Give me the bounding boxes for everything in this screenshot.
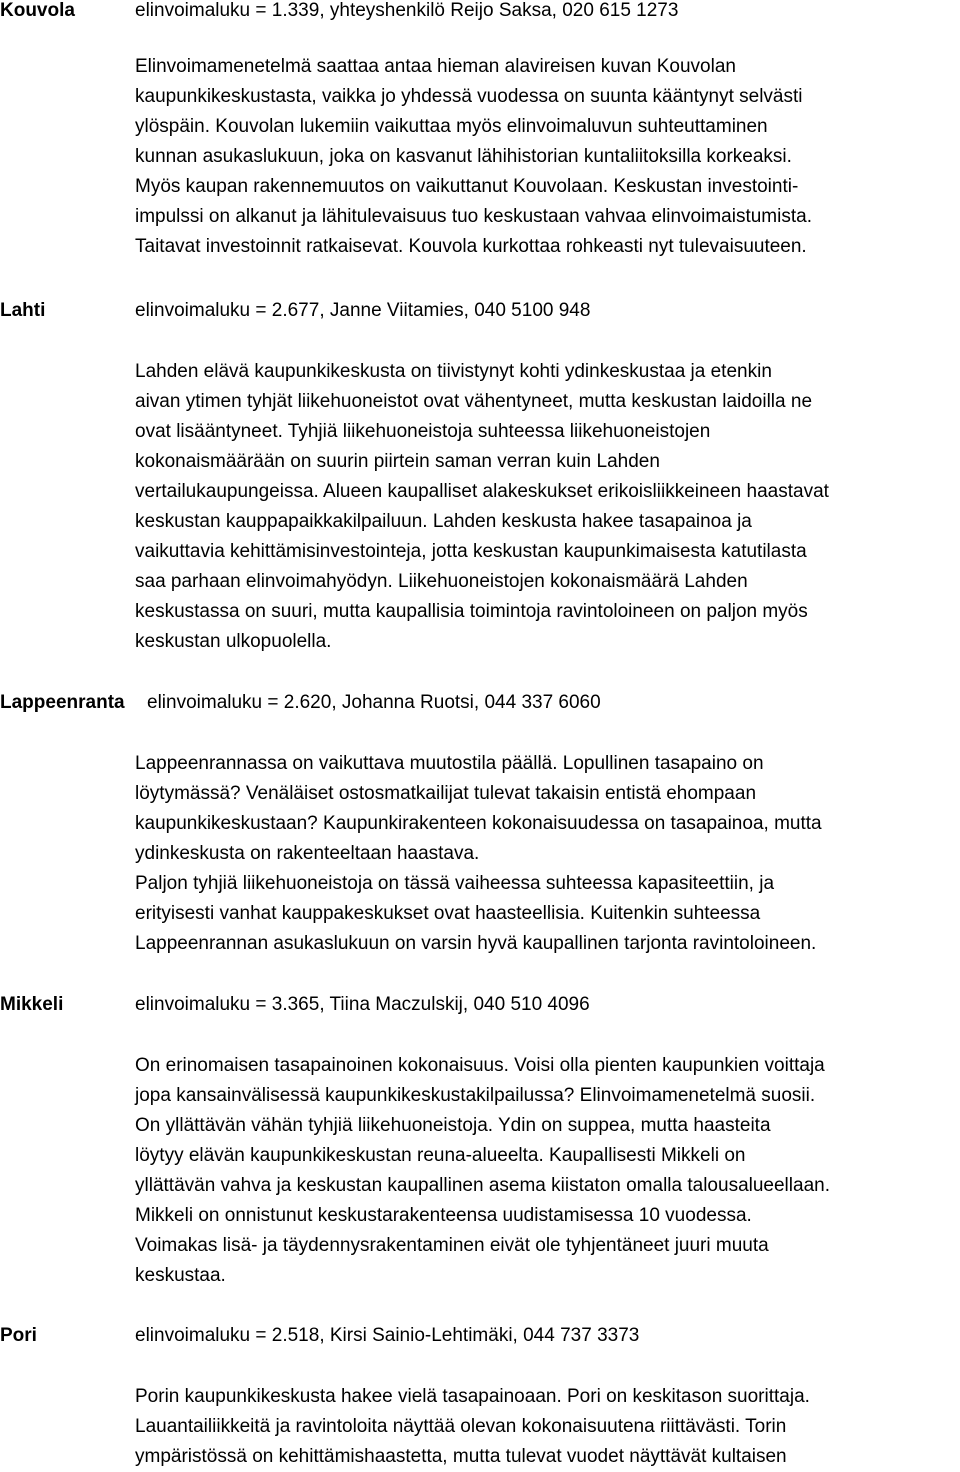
body-line: Mikkeli on onnistunut keskustarakenteensa uudistamisessa 10 vuodessa. [135,1205,752,1226]
body-line: Porin kaupunkikeskusta hakee vielä tasapainoaan. Pori on keskitason suorittaja. [135,1386,810,1407]
body-line: ympäristössä on kehittämishaastetta, mutta tulevat vuodet näyttävät kultaisen [135,1446,787,1467]
body-line: Lappeenrannan asukaslukuun on varsin hyvä kaupallinen tarjonta ravintoloineen. [135,933,817,954]
body-line: keskustan kauppapaikkakilpailuun. Lahden keskusta hakee tasapainoa ja [135,511,752,532]
body-line: impulssi on alkanut ja lähitulevaisuus tuo keskustaan vahvaa elinvoimaistumista. [135,206,812,227]
body-line: Voimakas lisä- ja täydennysrakentaminen eivät ole tyhjentäneet juuri muuta [135,1235,769,1256]
body-line: keskustaa. [135,1265,226,1286]
entry-body [135,1382,960,1472]
entry-kouvola [0,0,960,257]
city-meta: elinvoimaluku = 2.620, Johanna Ruotsi, 044 337 6060 [147,692,601,713]
body-line: aivan ytimen tyhjät liikehuoneistot ovat vähentyneet, mutta keskustan laidoilla ne [135,391,813,412]
body-line: kokonaismäärään on suurin piirtein saman verran kuin Lahden [135,451,660,472]
entry-header [0,296,960,326]
body-line: vaikuttavia kehittämisinvestointeja, jotta keskustan kaupunkimaisesta katutilasta [135,541,807,562]
body-line: On yllättävän vähän tyhjiä liikehuoneistoja. Ydin on suppea, mutta haasteita [135,1115,771,1136]
entry-header [0,990,960,1020]
body-line: Myös kaupan rakennemuutos on vaikuttanut Kouvolaan. Keskustan investointi- [135,176,799,197]
body-line: Lahden elävä kaupunkikeskusta on tiivistynyt kohti ydinkeskustaa ja etenkin [135,361,772,382]
body-line: keskustassa on suuri, mutta kaupallisia toimintoja ravintoloineen on paljon myös [135,601,808,622]
body-line: kaupunkikeskustaan? Kaupunkirakenteen kokonaisuudessa on tasapainoa, mutta [135,813,822,834]
body-line: On erinomaisen tasapainoinen kokonaisuus. Voisi olla pienten kaupunkien voittaja [135,1055,825,1076]
body-line: Lauantailiikkeitä ja ravintoloita näyttää olevan kokonaisuutena riittävästi. Torin [135,1416,787,1437]
body-line: ylöspäin. Kouvolan lukemiin vaikuttaa myös elinvoimaluvun suhteuttaminen [135,116,768,137]
entry-header [0,688,960,718]
city-name: Lappeenranta [0,692,125,713]
entry-pori [0,1321,960,1467]
entry-body [135,52,960,262]
body-line: kaupunkikeskustasta, vaikka jo yhdessä vuodessa on suunta kääntynyt selvästi [135,86,803,107]
body-line: Elinvoimamenetelmä saattaa antaa hieman alavireisen kuvan Kouvolan [135,56,736,77]
body-line: keskustan ulkopuolella. [135,631,332,652]
city-name: Lahti [0,300,46,321]
entry-body [135,1051,960,1291]
entry-header [0,0,960,26]
city-name: Pori [0,1325,37,1346]
body-line: löytymässä? Venäläiset ostosmatkailijat tulevat takaisin entistä ehompaan [135,783,757,804]
entry-body [135,749,960,959]
body-line: Lappeenrannassa on vaikuttava muutostila päällä. Lopullinen tasapaino on [135,753,764,774]
entry-lappeenranta [0,688,960,954]
entry-body [135,357,960,657]
body-line: kunnan asukaslukuun, joka on kasvanut lähihistorian kuntaliitoksilla korkeaksi. [135,146,792,167]
body-line: jopa kansainvälisessä kaupunkikeskustakilpailussa? Elinvoimamenetelmä suosii. [135,1085,816,1106]
city-name: Mikkeli [0,994,64,1015]
body-line: ovat lisääntyneet. Tyhjiä liikehuoneistoja suhteessa liikehuoneistojen [135,421,711,442]
city-meta: elinvoimaluku = 2.677, Janne Viitamies, 040 5100 948 [135,300,591,321]
entry-lahti [0,296,960,652]
body-line: Taitavat investoinnit ratkaisevat. Kouvola kurkottaa rohkeasti nyt tulevaisuuteen. [135,236,807,257]
body-line: erityisesti vanhat kauppakeskukset ovat haasteellisia. Kuitenkin suhteessa [135,903,761,924]
body-line: ydinkeskusta on rakenteeltaan haastava. [135,843,480,864]
city-meta: elinvoimaluku = 2.518, Kirsi Sainio-Lehtimäki, 044 737 3373 [135,1325,640,1346]
entry-header [0,1321,960,1351]
city-name: Kouvola [0,0,75,21]
city-meta: elinvoimaluku = 3.365, Tiina Maczulskij, 040 510 4096 [135,994,590,1015]
body-line: saa parhaan elinvoimahyödyn. Liikehuoneistojen kokonaismäärä Lahden [135,571,748,592]
body-line: vertailukaupungeissa. Alueen kaupalliset alakeskukset erikoisliikkeineen haastavat [135,481,829,502]
body-line: Paljon tyhjiä liikehuoneistoja on tässä vaiheessa suhteessa kapasiteettiin, ja [135,873,775,894]
entry-mikkeli [0,990,960,1286]
city-meta: elinvoimaluku = 1.339, yhteyshenkilö Reijo Saksa, 020 615 1273 [135,0,679,21]
body-line: yllättävän vahva ja keskustan kaupallinen asema kiistaton omalla talousalueellaan. [135,1175,830,1196]
body-line: löytyy elävän kaupunkikeskustan reuna-alueelta. Kaupallisesti Mikkeli on [135,1145,746,1166]
